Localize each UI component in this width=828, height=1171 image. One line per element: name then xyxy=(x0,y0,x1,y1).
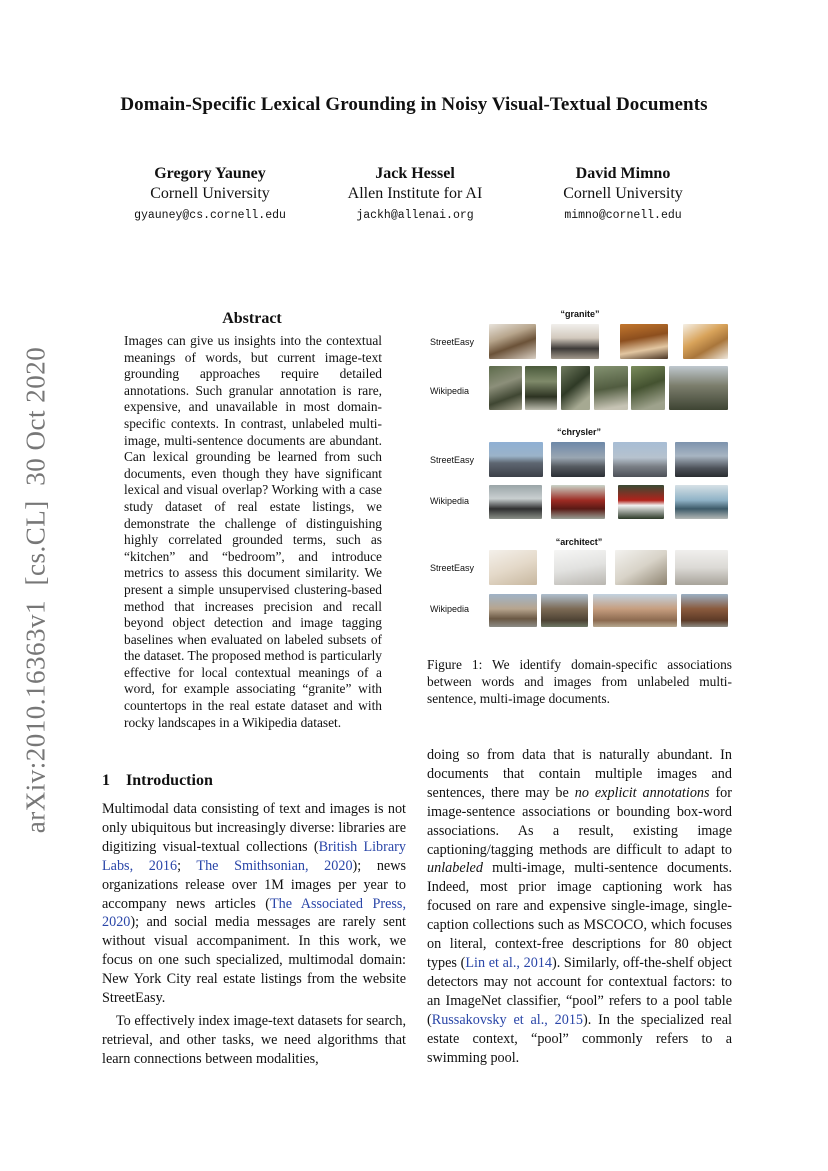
figure-row-label: Wikipedia xyxy=(430,386,470,396)
author-affiliation: Cornell University xyxy=(563,185,683,202)
figure-thumbnail xyxy=(593,594,677,627)
figure-row-label: StreetEasy xyxy=(430,337,475,347)
author-name: Jack Hessel xyxy=(375,165,455,182)
figure-thumbnail xyxy=(551,442,605,477)
figure-thumbnail xyxy=(631,366,665,410)
intro-left-column xyxy=(102,800,406,1069)
citation-link[interactable]: The Associated Press, 2020 xyxy=(102,895,406,931)
figure-thumbnail xyxy=(489,594,537,627)
figure-thumbnail xyxy=(489,485,542,519)
intro-paragraph: To effectively index image-text datasets for search, retrieval, and other tasks, we need algorithms that learn connections between modalities, xyxy=(102,1012,406,1067)
citation-link[interactable]: Lin et al., 2014 xyxy=(465,954,552,971)
figure-word-label: “chrysler” xyxy=(556,427,602,437)
figure-thumbnail xyxy=(489,324,536,359)
citation-link[interactable]: The Smithsonian, 2020 xyxy=(196,857,353,874)
intro-paragraph xyxy=(427,746,732,1067)
figure-thumbnail xyxy=(594,366,628,410)
intro-paragraph xyxy=(102,800,406,1008)
figure-thumbnail xyxy=(551,485,605,519)
intro-right-column xyxy=(427,746,732,1067)
figure-thumbnail xyxy=(551,324,599,359)
figure-thumbnail xyxy=(541,594,588,627)
figure-thumbnail xyxy=(675,550,728,585)
figure-thumbnail xyxy=(618,485,664,519)
abstract-text: Images can give us insights into the contextual meanings of words, but current image-text grounding approaches require detailed annotations. Such granular annotation is rare, expensive, and unavailable in most domain-specific contexts. In contrast, unlabeled multi-image, multi-sentence documents are abundant. Can lexical grounding be learned from such documents, even though they have significant lexical and visual overlap? Working with a case study dataset of real estate listings, we demonstrate the challenge of distinguishing highly correlated grounded terms, such as “kitchen” and “bedroom”, and introduce metrics to assess this document similarity. We present a simple unsupervised clustering-based method that increases precision and recall beyond object detection and image tagging baselines when evaluated on labeled subsets of the dataset. The proposed method is particularly effective for local contextual meanings of a word, for example associating “granite” with countertops in the real estate dataset and with rocky landscapes in a Wikipedia dataset. xyxy=(124,333,382,730)
figure-thumbnail xyxy=(675,485,728,519)
figure-thumbnail xyxy=(615,550,667,585)
author-affiliation: Cornell University xyxy=(150,185,270,202)
section-number: 1 xyxy=(102,772,110,789)
text-run: Multimodal data consisting of text and images is not only ubiquitous but increasingly diverse: libraries are digitizing visual-textual collections ( xyxy=(102,801,406,855)
author-email: jackh@allenai.org xyxy=(356,209,474,222)
figure-word-label: “granite” xyxy=(560,309,600,319)
citation-link[interactable]: British Library Labs, 2016 xyxy=(102,838,406,874)
text-run: ); news organizations release over 1M images per year to accompany news articles ( xyxy=(102,857,406,912)
text-run: multi-image, multi-sentence documents. Indeed, most prior image captioning work has focused on rare and expensive single-image, single-caption collections such as MSCOCO, which focuses on literal, context-free descriptions for 80 object types ( xyxy=(427,860,732,971)
author-email: mimno@cornell.edu xyxy=(564,209,682,222)
author-block xyxy=(513,164,733,226)
text-run: for image-sentence associations or bounding box-word associations. As a result, existing image captioning/tagging methods are difficult to adapt to xyxy=(427,784,732,858)
text-run: ). Similarly, off-the-shelf object detectors may not account for contextual factors: to an ImageNet classifier, “pool” refers to a pool table ( xyxy=(427,954,732,1028)
figure-thumbnail xyxy=(675,442,728,477)
paper-title: Domain-Specific Lexical Grounding in Noisy Visual-Textual Documents xyxy=(120,94,708,115)
figure-thumbnail xyxy=(681,594,728,627)
author-block xyxy=(100,164,320,226)
figure-thumbnail xyxy=(489,550,537,585)
figure-row-label: StreetEasy xyxy=(430,455,475,465)
text-run: ; xyxy=(177,857,197,874)
author-email: gyauney@cs.cornell.edu xyxy=(134,209,286,222)
section-heading xyxy=(102,772,213,790)
figure-thumbnail xyxy=(683,324,728,359)
figure-row-label: StreetEasy xyxy=(430,563,475,573)
arxiv-stamp-text: arXiv:2010.16363v1 [cs.CL] 30 Oct 2020 xyxy=(20,346,51,834)
abstract-heading: Abstract xyxy=(222,310,282,327)
figure-thumbnail xyxy=(489,366,522,410)
author-affiliation: Allen Institute for AI xyxy=(347,185,483,202)
section-title: Introduction xyxy=(126,772,213,789)
emphasis-text: unlabeled xyxy=(427,860,483,877)
author-block xyxy=(305,164,525,226)
text-run: ). In the specialized real estate context, “pool” commonly refers to a swimming pool. xyxy=(427,1011,733,1066)
text-run: doing so from data that is naturally abundant. In documents that contain multiple images and sentences, there may be xyxy=(427,747,732,801)
figure-thumbnail xyxy=(669,366,728,410)
figure-caption: Figure 1: We identify domain-specific associations between words and images from unlabeled multi-sentence, multi-image documents. xyxy=(427,657,732,706)
figure-word-label: “architect” xyxy=(555,537,603,547)
figure-thumbnail xyxy=(613,442,667,477)
figure-thumbnail xyxy=(489,442,543,477)
figure-row-label: Wikipedia xyxy=(430,604,470,614)
figure-thumbnail xyxy=(561,366,590,410)
text-run: ); and social media messages are rarely sent without visual accompaniment. In this work, we focus on one such specialized, multimodal domain: New York City real estate listings from the website StreetEasy. xyxy=(102,914,406,1007)
figure-thumbnail xyxy=(620,324,668,359)
emphasis-text: no explicit annotations xyxy=(574,784,710,801)
author-name: David Mimno xyxy=(575,165,671,182)
figure-row-label: Wikipedia xyxy=(430,496,470,506)
figure-thumbnail xyxy=(554,550,606,585)
citation-link[interactable]: Russakovsky et al., 2015 xyxy=(431,1011,584,1028)
author-name: Gregory Yauney xyxy=(154,165,266,182)
figure-thumbnail xyxy=(525,366,557,410)
